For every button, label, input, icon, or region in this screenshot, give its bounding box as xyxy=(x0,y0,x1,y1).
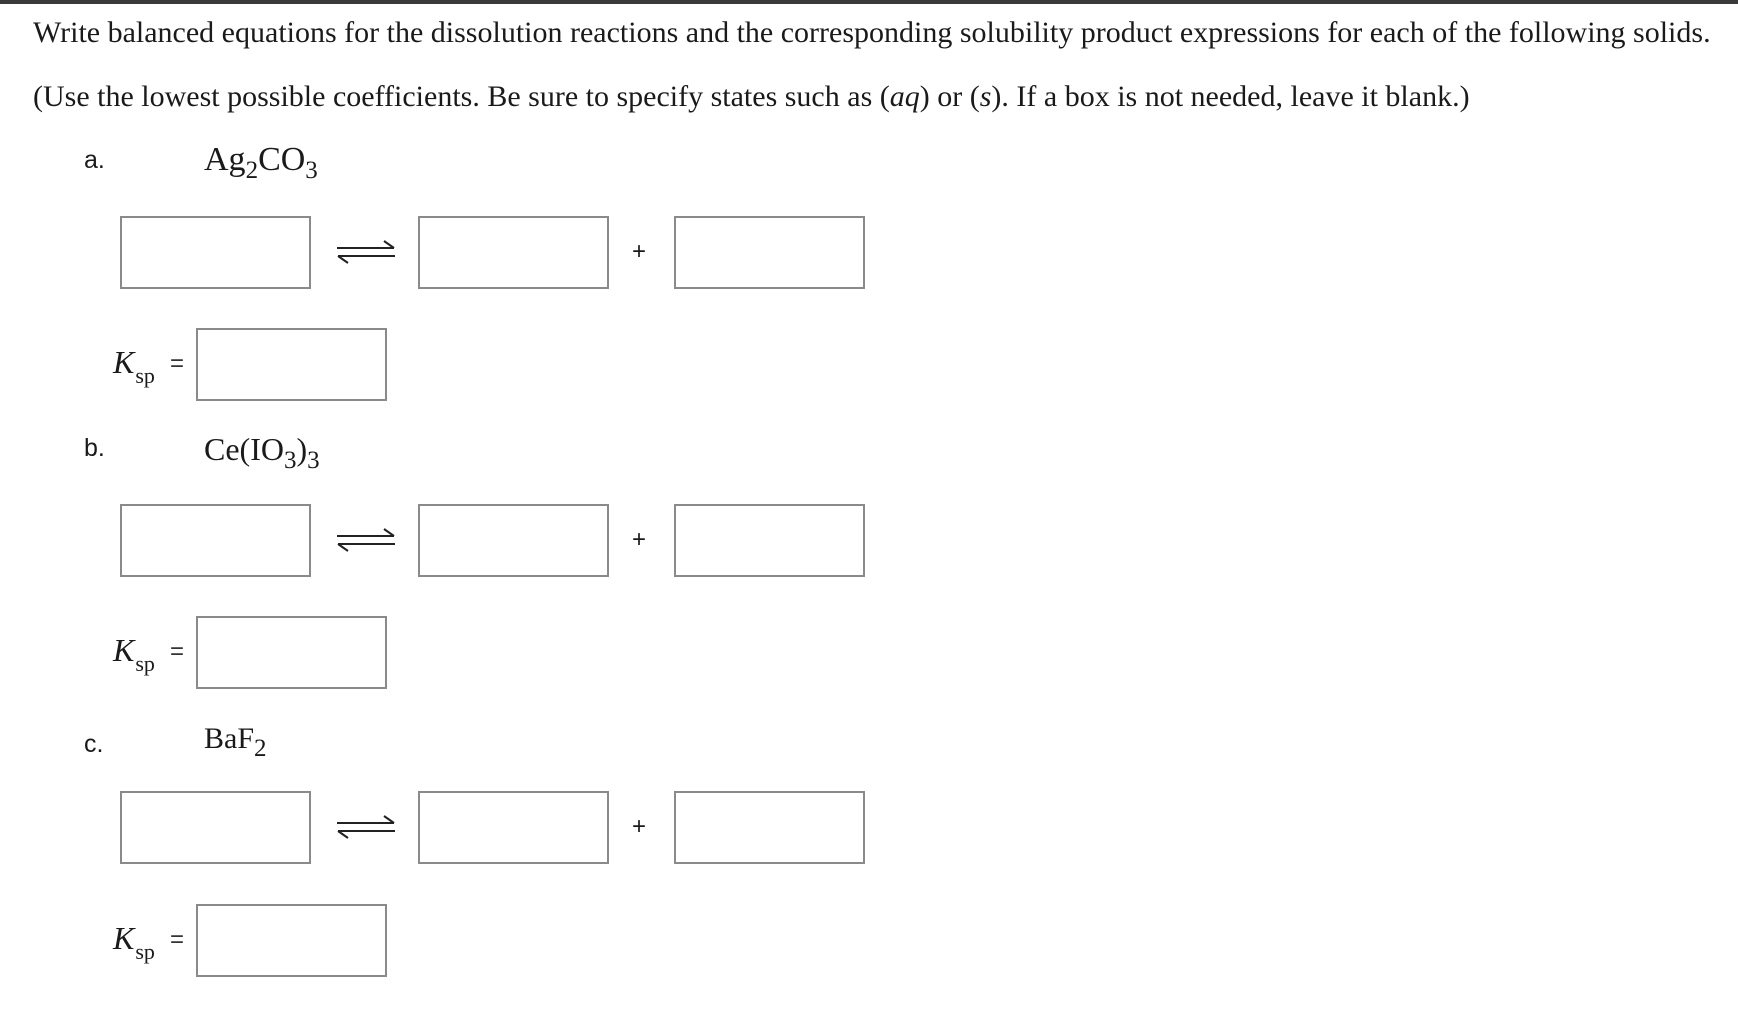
equals-sign: = xyxy=(170,350,185,377)
product2-input[interactable] xyxy=(674,791,865,864)
question-instructions: Write balanced equations for the dissolution reactions and the corresponding solubility product expressions for each of the following solids. xyxy=(33,16,1711,49)
note-aq: aq xyxy=(889,80,920,113)
equilibrium-arrow-icon xyxy=(336,815,396,839)
note-s: s xyxy=(979,80,992,113)
question-note xyxy=(33,82,1470,112)
product1-input[interactable] xyxy=(418,504,609,577)
ksp-label: $K_{sp}$ xyxy=(113,920,155,964)
product1-input[interactable] xyxy=(418,216,609,289)
product2-input[interactable] xyxy=(674,504,865,577)
note-text-start: (Use the lowest possible coefficients. Be sure to specify states such as ( xyxy=(33,80,890,113)
part-label: b. xyxy=(84,434,105,462)
product2-input[interactable] xyxy=(674,216,865,289)
ksp-input[interactable] xyxy=(196,616,387,689)
ksp-label: $K_{sp}$ xyxy=(113,632,155,676)
ksp-label: $K_{sp}$ xyxy=(113,344,155,388)
equilibrium-arrow-icon xyxy=(336,240,396,264)
equals-sign: = xyxy=(170,638,185,665)
equilibrium-arrow-icon xyxy=(336,528,396,552)
ksp-input[interactable] xyxy=(196,328,387,401)
note-text-mid: ) or ( xyxy=(919,80,980,113)
reactant-input[interactable] xyxy=(120,791,311,864)
top-border xyxy=(0,0,1738,4)
plus-sign: + xyxy=(632,813,647,840)
compound-formula: $Ag_2CO_3$ xyxy=(204,141,318,184)
product1-input[interactable] xyxy=(418,791,609,864)
note-text-end: ). If a box is not needed, leave it blank.) xyxy=(991,80,1470,113)
reactant-input[interactable] xyxy=(120,504,311,577)
compound-formula: $Ce(IO_3)_3$ xyxy=(204,431,320,474)
compound-formula: BaF$_2$ xyxy=(204,722,267,762)
equals-sign: = xyxy=(170,926,185,953)
plus-sign: + xyxy=(632,238,647,265)
reactant-input[interactable] xyxy=(120,216,311,289)
ksp-input[interactable] xyxy=(196,904,387,977)
part-label: a. xyxy=(84,146,105,174)
part-label: c. xyxy=(84,730,104,758)
plus-sign: + xyxy=(632,526,647,553)
